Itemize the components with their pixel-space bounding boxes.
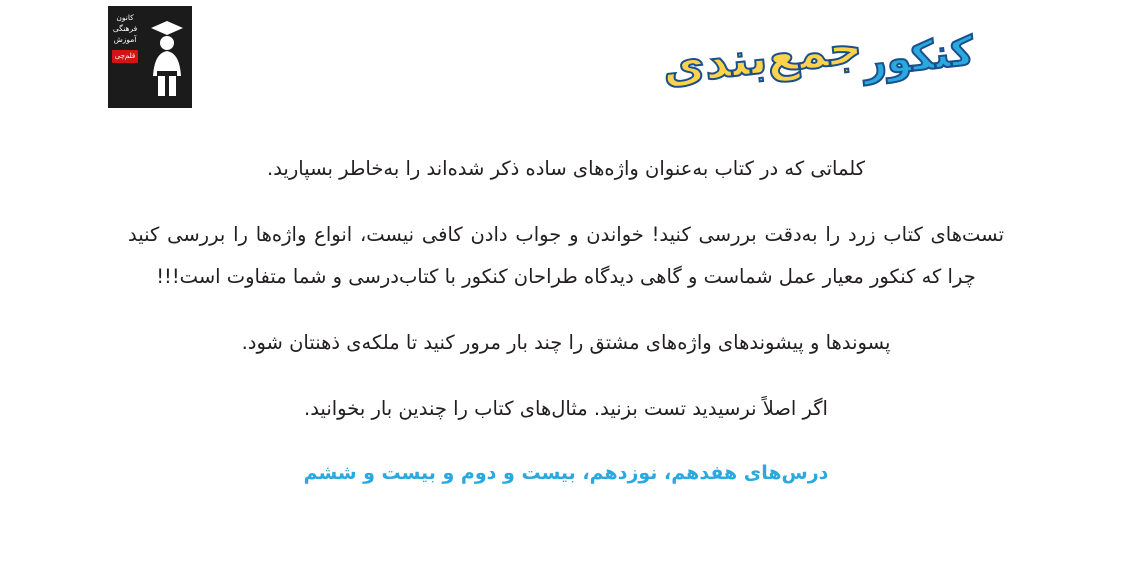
- logo-line-1: کانون: [116, 13, 134, 22]
- logo-emblem: [142, 6, 192, 108]
- document-body: [0, 148, 1132, 490]
- title-sub: کنکور: [860, 28, 976, 86]
- logo-wordmark: [108, 6, 142, 108]
- paragraph-1: کلماتی که در کتاب به‌عنوان واژه‌های ساده ذکر شده‌اند را به‌خاطر بسپارید.: [267, 157, 865, 180]
- logo-line-2: فرهنگی: [112, 24, 138, 33]
- kanoon-logo: [108, 6, 192, 108]
- lessons-line: درس‌های هفدهم، نوزدهم، بیست و دوم و بیست و ششم: [303, 462, 829, 484]
- paragraph-3: پسوندها و پیشوندهای واژه‌های مشتق را چند بار مرور کنید تا ملکه‌ی ذهنتان شود.: [241, 331, 891, 354]
- logo-badge: قلم‌چی: [112, 50, 138, 63]
- page-title: [660, 14, 976, 100]
- page-header: [0, 0, 1132, 120]
- paragraph-4: اگر اصلاً نرسیدید تست بزنید. مثال‌های کتاب را چندین بار بخوانید.: [304, 397, 828, 420]
- graduate-figure-icon: [147, 14, 187, 102]
- paragraph-2: تست‌های کتاب زرد را به‌دقت بررسی کنید! خواندن و جواب دادن کافی نیست، انواع واژه‌ها را بررسی کنید چرا که کنکور معیار عمل شماست و گاهی دیدگاه طراحان کنکور با کتاب‌درسی و شما متفاوت است!!!: [128, 223, 1004, 288]
- logo-line-3: آموزش: [113, 35, 137, 44]
- title-main: جمع‌بندی: [660, 19, 865, 95]
